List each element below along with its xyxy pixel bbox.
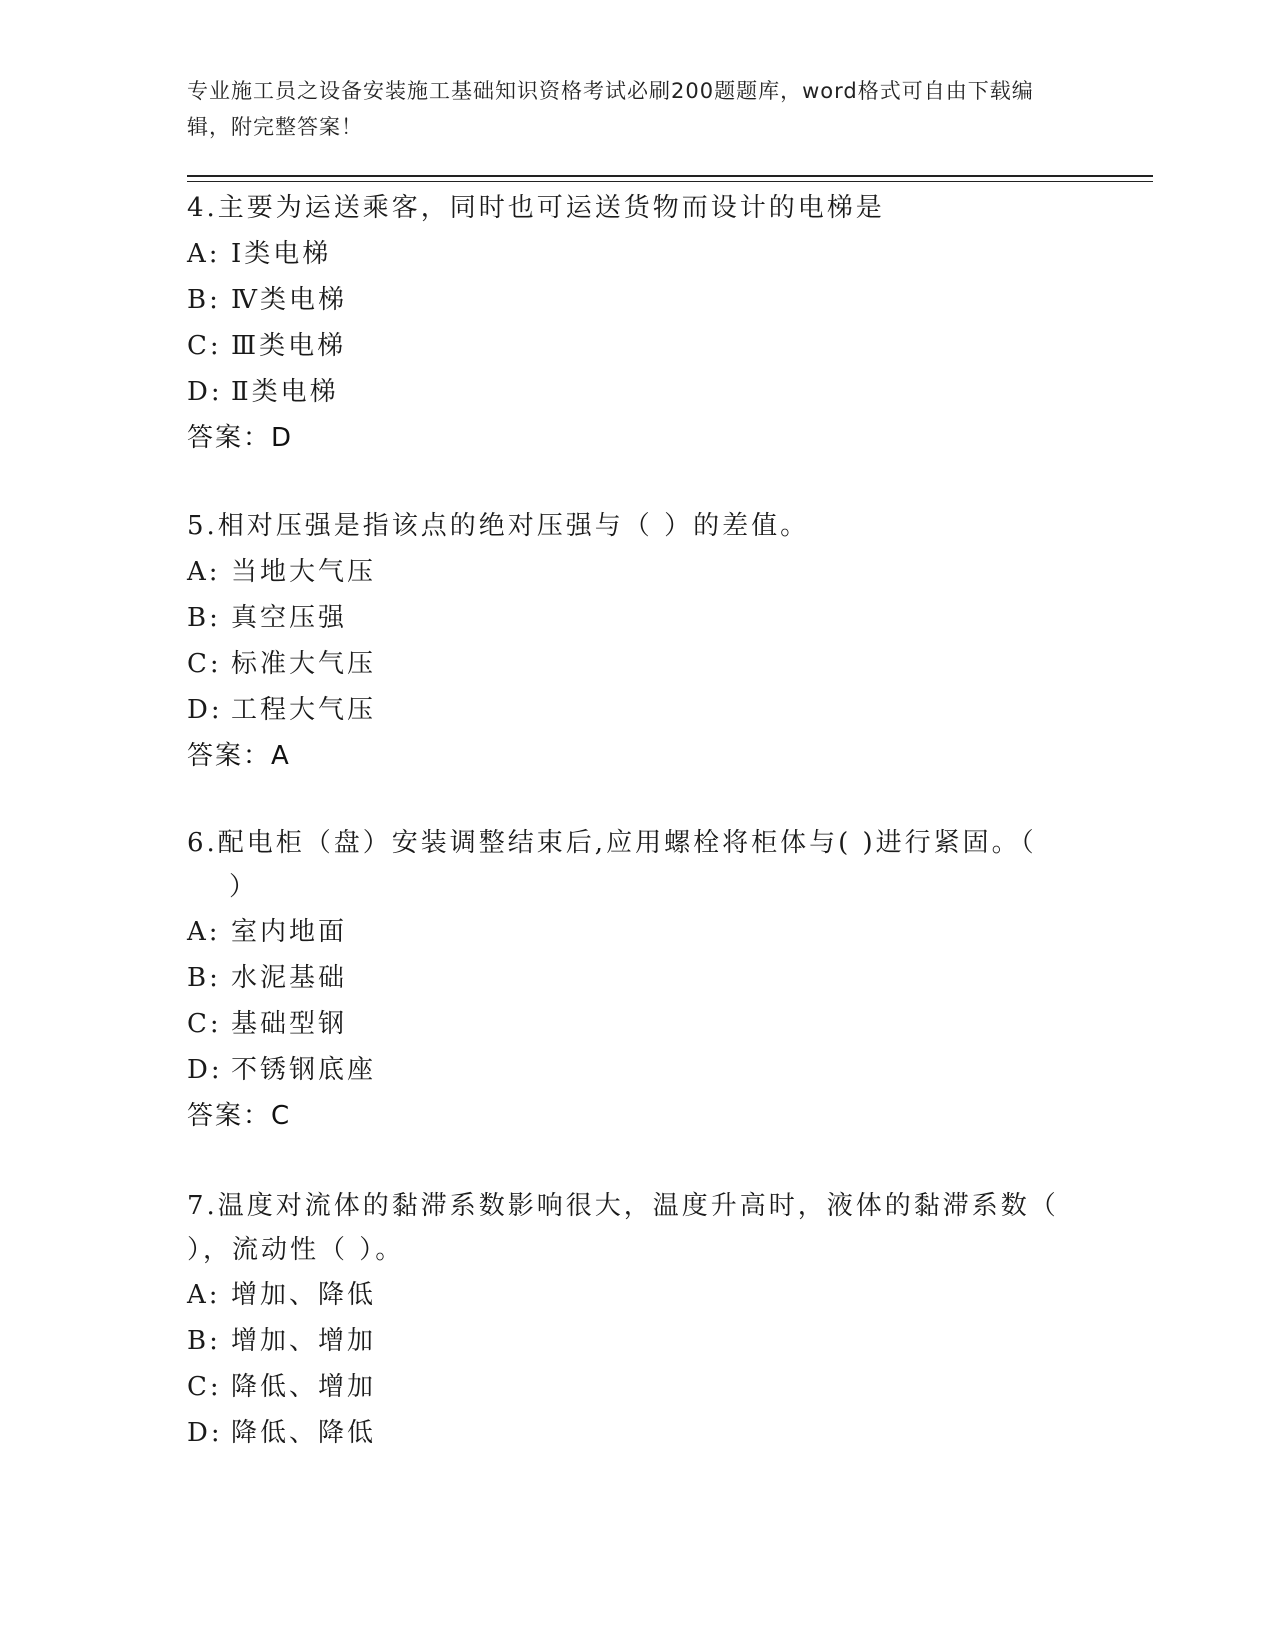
option-text: 降低、增加 <box>231 1372 377 1402</box>
question-stem-line: 7.温度对流体的黏滞系数影响很大，温度升高时，液体的黏滞系数（ <box>187 1191 1059 1221</box>
option-d <box>187 1047 1067 1093</box>
question-7 <box>187 1184 1067 1456</box>
option-label: A: <box>187 239 221 269</box>
option-text: 不锈钢底座 <box>231 1055 377 1085</box>
option-c <box>187 1001 1067 1047</box>
option-a <box>187 1272 1067 1318</box>
option-text: Ⅱ类电梯 <box>231 377 339 407</box>
option-b <box>187 595 1067 641</box>
header-divider-thin <box>187 181 1153 182</box>
question-stem <box>187 1184 1067 1272</box>
question-stem: 5.相对压强是指该点的绝对压强与（ ）的差值。 <box>187 511 810 541</box>
question-5 <box>187 503 1067 779</box>
option-label: C: <box>187 649 222 679</box>
option-text: 真空压强 <box>231 603 348 633</box>
option-a <box>187 549 1067 595</box>
option-b <box>187 1318 1067 1364</box>
option-text: 水泥基础 <box>231 963 348 993</box>
option-label: C: <box>187 1372 222 1402</box>
option-a <box>187 909 1067 955</box>
option-b <box>187 955 1067 1001</box>
question-stem-continuation: ），流动性（ ）。 <box>187 1235 405 1265</box>
option-label: B: <box>187 963 221 993</box>
option-d <box>187 687 1067 733</box>
option-label: B: <box>187 603 221 633</box>
option-text: 工程大气压 <box>231 695 377 725</box>
answer-text: 答案：D <box>187 423 294 453</box>
option-label: D: <box>187 1418 223 1448</box>
option-c <box>187 1364 1067 1410</box>
question-stem <box>187 821 1067 909</box>
answer-text: 答案：C <box>187 1101 292 1131</box>
option-label: B: <box>187 1326 221 1356</box>
question-stem: 4.主要为运送乘客，同时也可运送货物而设计的电梯是 <box>187 193 885 223</box>
option-text: Ⅲ类电梯 <box>231 331 347 361</box>
option-label: D: <box>187 695 223 725</box>
option-label: D: <box>187 377 223 407</box>
question-stem-continuation: ） <box>229 872 259 902</box>
option-d <box>187 1410 1067 1456</box>
question-4 <box>187 185 1067 461</box>
option-label: A: <box>187 1280 221 1310</box>
answer-text: 答案：A <box>187 741 291 771</box>
option-text: 降低、降低 <box>231 1418 377 1448</box>
option-a <box>187 231 1067 277</box>
option-text: Ⅰ类电梯 <box>231 239 332 269</box>
question-stem-line: 6.配电柜（盘）安装调整结束后,应用螺栓将柜体与( )进行紧固。（ <box>187 828 1037 858</box>
option-text: 室内地面 <box>231 917 348 947</box>
header-divider <box>187 175 1153 177</box>
question-6 <box>187 821 1067 1139</box>
option-label: C: <box>187 1009 222 1039</box>
option-text: 标准大气压 <box>231 649 377 679</box>
option-text: 当地大气压 <box>231 557 377 587</box>
option-label: A: <box>187 917 221 947</box>
option-text: 增加、降低 <box>231 1280 377 1310</box>
option-text: 增加、增加 <box>231 1326 377 1356</box>
option-label: D: <box>187 1055 223 1085</box>
option-c <box>187 641 1067 687</box>
option-b <box>187 277 1067 323</box>
option-label: C: <box>187 331 222 361</box>
option-c <box>187 323 1067 369</box>
option-label: B: <box>187 285 221 315</box>
option-text: 基础型钢 <box>231 1009 348 1039</box>
option-text: Ⅳ类电梯 <box>231 285 347 315</box>
document-intro: 专业施工员之设备安装施工基础知识资格考试必刷200题题库，word格式可自由下载编辑，附完整答案！ <box>187 79 1034 139</box>
option-d <box>187 369 1067 415</box>
option-label: A: <box>187 557 221 587</box>
